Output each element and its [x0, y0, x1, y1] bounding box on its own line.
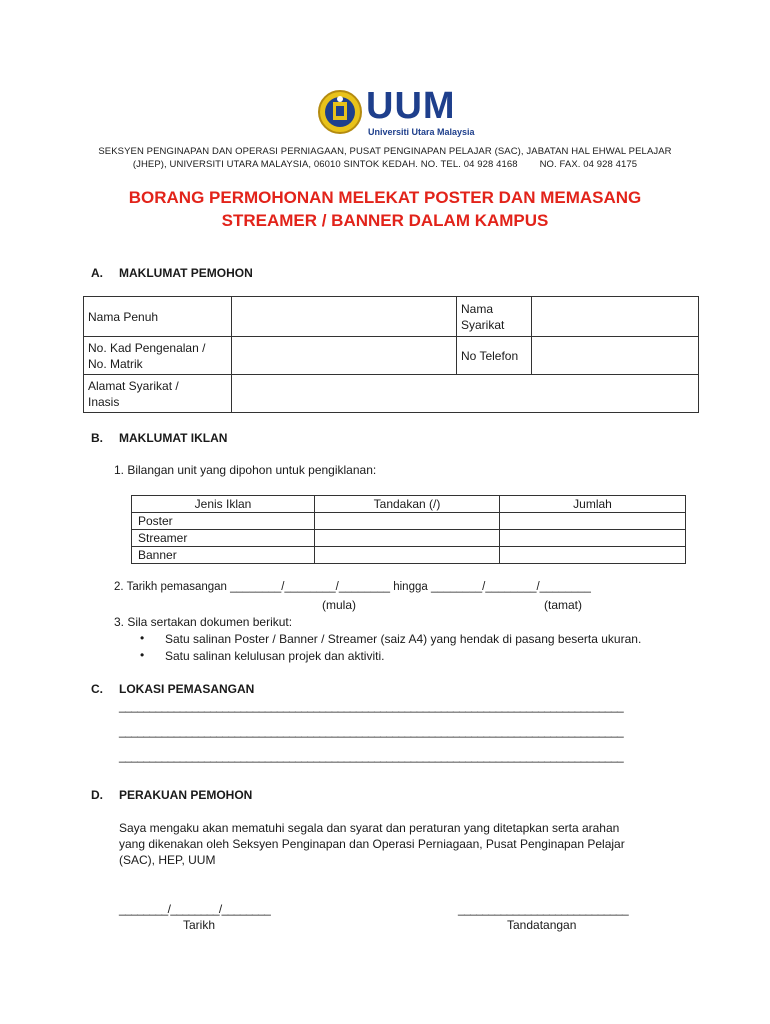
- row-banner-jumlah[interactable]: [500, 547, 686, 564]
- item-1-text: 1. Bilangan unit yang dipohon untuk pengiklanan:: [114, 463, 377, 477]
- label-alamat-1: Alamat Syarikat /: [88, 378, 179, 393]
- label-kad-pengenalan: [84, 337, 232, 375]
- declaration-line-2: yang dikenakan oleh Seksyen Penginapan dan Operasi Perniagaan, Pusat Penginapan Pelajar: [119, 837, 625, 851]
- bullet-1-text: Satu salinan Poster / Banner / Streamer (saiz A4) yang hendak di pasang beserta ukuran.: [165, 632, 642, 646]
- label-nama-syarikat-2: Syarikat: [461, 317, 505, 332]
- declaration-line-3: (SAC), HEP, UUM: [119, 853, 216, 867]
- date-label: Tarikh: [183, 918, 216, 932]
- header-line-2: (JHEP), UNIVERSITI UTARA MALAYSIA, 06010 SINTOK KEDAH. NO. TEL. 04 928 4168 NO. FAX. 04 928 4175: [132, 159, 638, 170]
- uum-logo: [318, 84, 474, 140]
- section-c-title: LOKASI PEMASANGAN: [119, 682, 255, 696]
- label-tamat: (tamat): [544, 598, 583, 612]
- bullet-2-text: Satu salinan kelulusan projek dan aktiviti.: [165, 649, 385, 663]
- section-a-title: MAKLUMAT PEMOHON: [119, 266, 253, 280]
- logo-name: UUM: [366, 85, 456, 127]
- header-line-1: SEKSYEN PENGINAPAN DAN OPERASI PERNIAGAAN, PUSAT PENGINAPAN PELAJAR (SAC), JABATAN HAL EHWAL PELAJAR: [98, 146, 672, 157]
- section-a-letter: A.: [91, 266, 103, 280]
- label-nama-syarikat-1: Nama: [461, 301, 494, 316]
- label-nama-penuh: Nama Penuh: [84, 297, 232, 337]
- signature-label: Tandatangan: [507, 918, 577, 932]
- label-kad-2: No. Matrik: [88, 356, 143, 371]
- row-banner-tandakan[interactable]: [315, 547, 500, 564]
- form-title-line-2: STREAMER / BANNER DALAM KAMPUS: [221, 211, 549, 230]
- form-title-line-1: BORANG PERMOHONAN MELEKAT POSTER DAN MEMASANG: [128, 188, 642, 207]
- section-b-letter: B.: [91, 431, 103, 445]
- bullet-icon: •: [140, 648, 145, 662]
- item-2-text: 2. Tarikh pemasangan ________/________/________ hingga ________/________/________: [114, 581, 591, 593]
- input-alamat[interactable]: [232, 375, 699, 413]
- row-poster-tandakan[interactable]: [315, 513, 500, 530]
- row-streamer-label: Streamer: [132, 530, 315, 547]
- bullet-icon: •: [140, 631, 145, 645]
- row-streamer-jumlah[interactable]: [500, 530, 686, 547]
- signature-line[interactable]: ____________________________: [458, 902, 629, 916]
- item-3-text: 3. Sila sertakan dokumen berikut:: [114, 615, 293, 629]
- date-line[interactable]: ________/________/________: [119, 902, 271, 916]
- row-banner-label: Banner: [132, 547, 315, 564]
- header-jumlah: Jumlah: [500, 496, 686, 513]
- location-line-1[interactable]: ___________________________________________________________________________________: [119, 699, 624, 713]
- location-line-2[interactable]: ___________________________________________________________________________________: [119, 724, 624, 738]
- input-nama-syarikat[interactable]: [532, 297, 699, 337]
- label-alamat-2: Inasis: [88, 394, 120, 409]
- section-d-letter: D.: [91, 788, 103, 802]
- applicant-info-table: [83, 296, 699, 413]
- ad-type-table: [131, 495, 686, 564]
- input-no-telefon[interactable]: [532, 337, 699, 375]
- label-mula: (mula): [322, 598, 357, 612]
- uum-crest-icon: [318, 84, 364, 140]
- row-streamer-tandakan[interactable]: [315, 530, 500, 547]
- header-jenis-iklan: Jenis Iklan: [132, 496, 315, 513]
- label-alamat: [84, 375, 232, 413]
- row-poster-label: Poster: [132, 513, 315, 530]
- input-nama-penuh[interactable]: [232, 297, 457, 337]
- header-tandakan: Tandakan (/): [315, 496, 500, 513]
- section-d-title: PERAKUAN PEMOHON: [119, 788, 253, 802]
- label-kad-1: No. Kad Pengenalan /: [88, 340, 206, 355]
- label-no-telefon: No Telefon: [457, 337, 532, 375]
- label-nama-syarikat: [457, 297, 532, 337]
- section-c-letter: C.: [91, 682, 103, 696]
- declaration-line-1: Saya mengaku akan mematuhi segala dan syarat dan peraturan yang ditetapkan serta arahan: [119, 821, 620, 835]
- row-poster-jumlah[interactable]: [500, 513, 686, 530]
- section-b-title: MAKLUMAT IKLAN: [119, 431, 228, 445]
- input-kad-pengenalan[interactable]: [232, 337, 457, 375]
- location-line-3[interactable]: ___________________________________________________________________________________: [119, 749, 624, 763]
- logo-subtitle: Universiti Utara Malaysia: [368, 127, 475, 137]
